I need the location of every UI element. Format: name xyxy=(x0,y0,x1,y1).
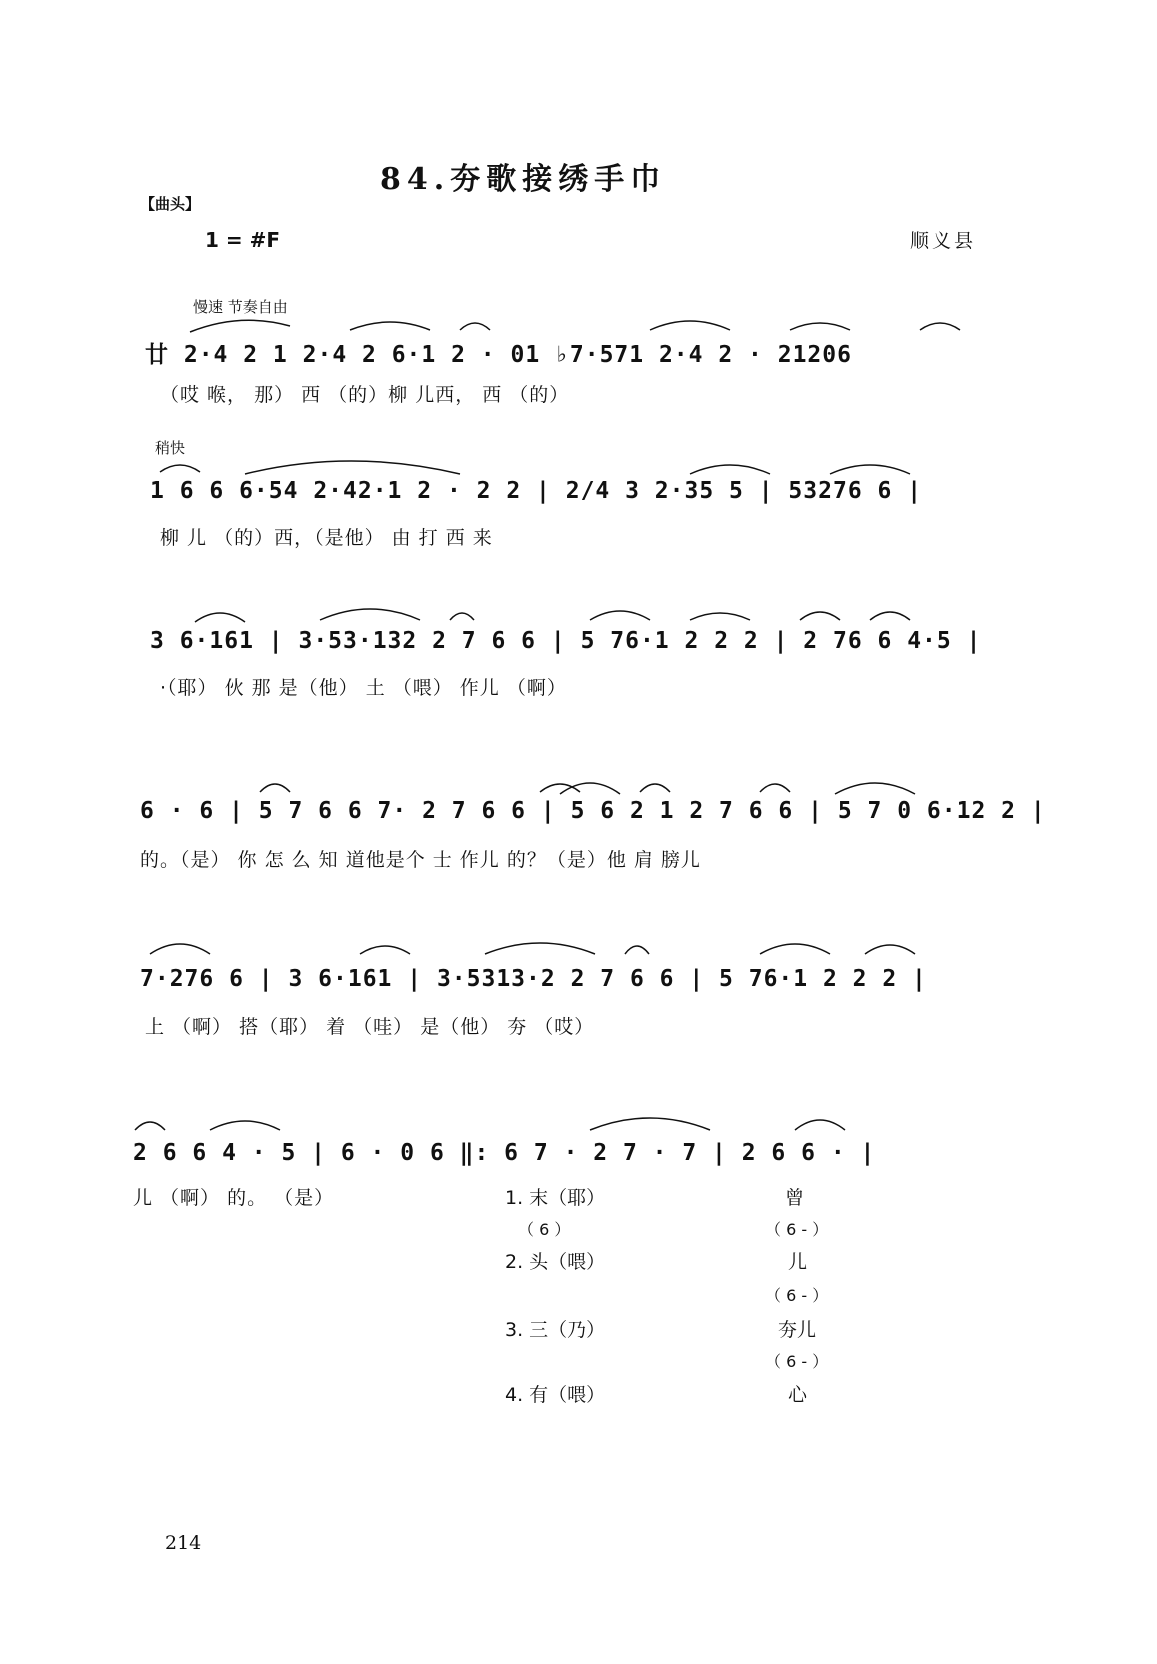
lyrics-line-2: 柳 儿 （的）西，（是他） 由 打 西 来 xyxy=(160,527,493,549)
song-title: 84.夯歌接绣手巾 xyxy=(380,162,667,197)
phrase-slurs-5 xyxy=(140,932,960,962)
lyrics-line-5: 上 （啊） 搭（耶） 着 （哇） 是（他） 夯 （哎） xyxy=(145,1016,595,1038)
verse-2-label: 2. 头（喂） xyxy=(505,1251,606,1273)
verse-3-end: 夯儿 xyxy=(778,1319,817,1341)
verse-4-label: 4. 有（喂） xyxy=(505,1384,606,1406)
section-label: 【曲头】 xyxy=(140,195,201,213)
notation-line-1: 廿 2·4 2 1 2·4 2 6·1 2 · 01 ♭7·571 2·4 2 · 21206 xyxy=(145,342,852,368)
phrase-slurs-3 xyxy=(150,600,970,630)
notation-line-6: 2 6 6 4 · 5 | 6 · 0 6 ‖: 6 7 · 2 7 · 7 | 2 6 6 · | xyxy=(133,1140,876,1166)
page-number: 214 xyxy=(165,1532,202,1554)
key-signature: 1 = #F xyxy=(205,228,281,252)
verse-4-end: 心 xyxy=(788,1384,808,1406)
notation-line-5: 7·276 6 | 3 6·161 | 3·5313·2 2 7 6 6 | 5 76·1 2 2 2 | xyxy=(140,966,927,992)
notation-line-2: 1 6 6 6·54 2·42·1 2 · 2 2 | 2/4 3 2·35 5 | 53276 6 | xyxy=(150,478,923,504)
verse-2-end: 儿 xyxy=(788,1251,808,1273)
tempo-marking-1: 慢速 节奏自由 xyxy=(193,298,288,316)
phrase-slurs-4 xyxy=(140,770,960,800)
notation-line-4: 6 · 6 | 5 7 6 6 7· 2 7 6 6 | 5 6 2 1 2 7 6 6 | 5 7 0 6·12 2 | xyxy=(140,798,1046,824)
verse-3-end-sub: （ 6 - ） xyxy=(765,1352,829,1371)
lyrics-line-6: 儿 （啊） 的。 （是） xyxy=(133,1187,335,1209)
verse-2-end-sub: （ 6 - ） xyxy=(765,1286,829,1305)
verse-1-label: 1. 末（耶） xyxy=(505,1187,606,1209)
verse-1-sub: （ 6 ） xyxy=(518,1220,571,1239)
tempo-marking-2: 稍快 xyxy=(155,439,186,457)
lyrics-line-3: ·（耶） 伙 那 是（他） 土 （喂） 作儿 （啊） xyxy=(160,677,567,699)
source-county: 顺义县 xyxy=(910,230,977,252)
verse-1-end: 曾 xyxy=(785,1187,805,1209)
verse-1-end-sub: （ 6 - ） xyxy=(765,1220,829,1239)
lyrics-line-1: （哎 喉， 那） 西 （的）柳 儿西， 西 （的） xyxy=(160,384,570,406)
verse-3-label: 3. 三（乃） xyxy=(505,1319,606,1341)
lyrics-line-4: 的。（是） 你 怎 么 知 道他是个 士 作儿 的？（是）他 肩 膀儿 xyxy=(140,849,701,871)
phrase-slurs-6 xyxy=(130,1108,950,1138)
notation-line-3: 3 6·161 | 3·53·132 2 7 6 6 | 5 76·1 2 2 2 | 2 76 6 4·5 | xyxy=(150,628,982,654)
